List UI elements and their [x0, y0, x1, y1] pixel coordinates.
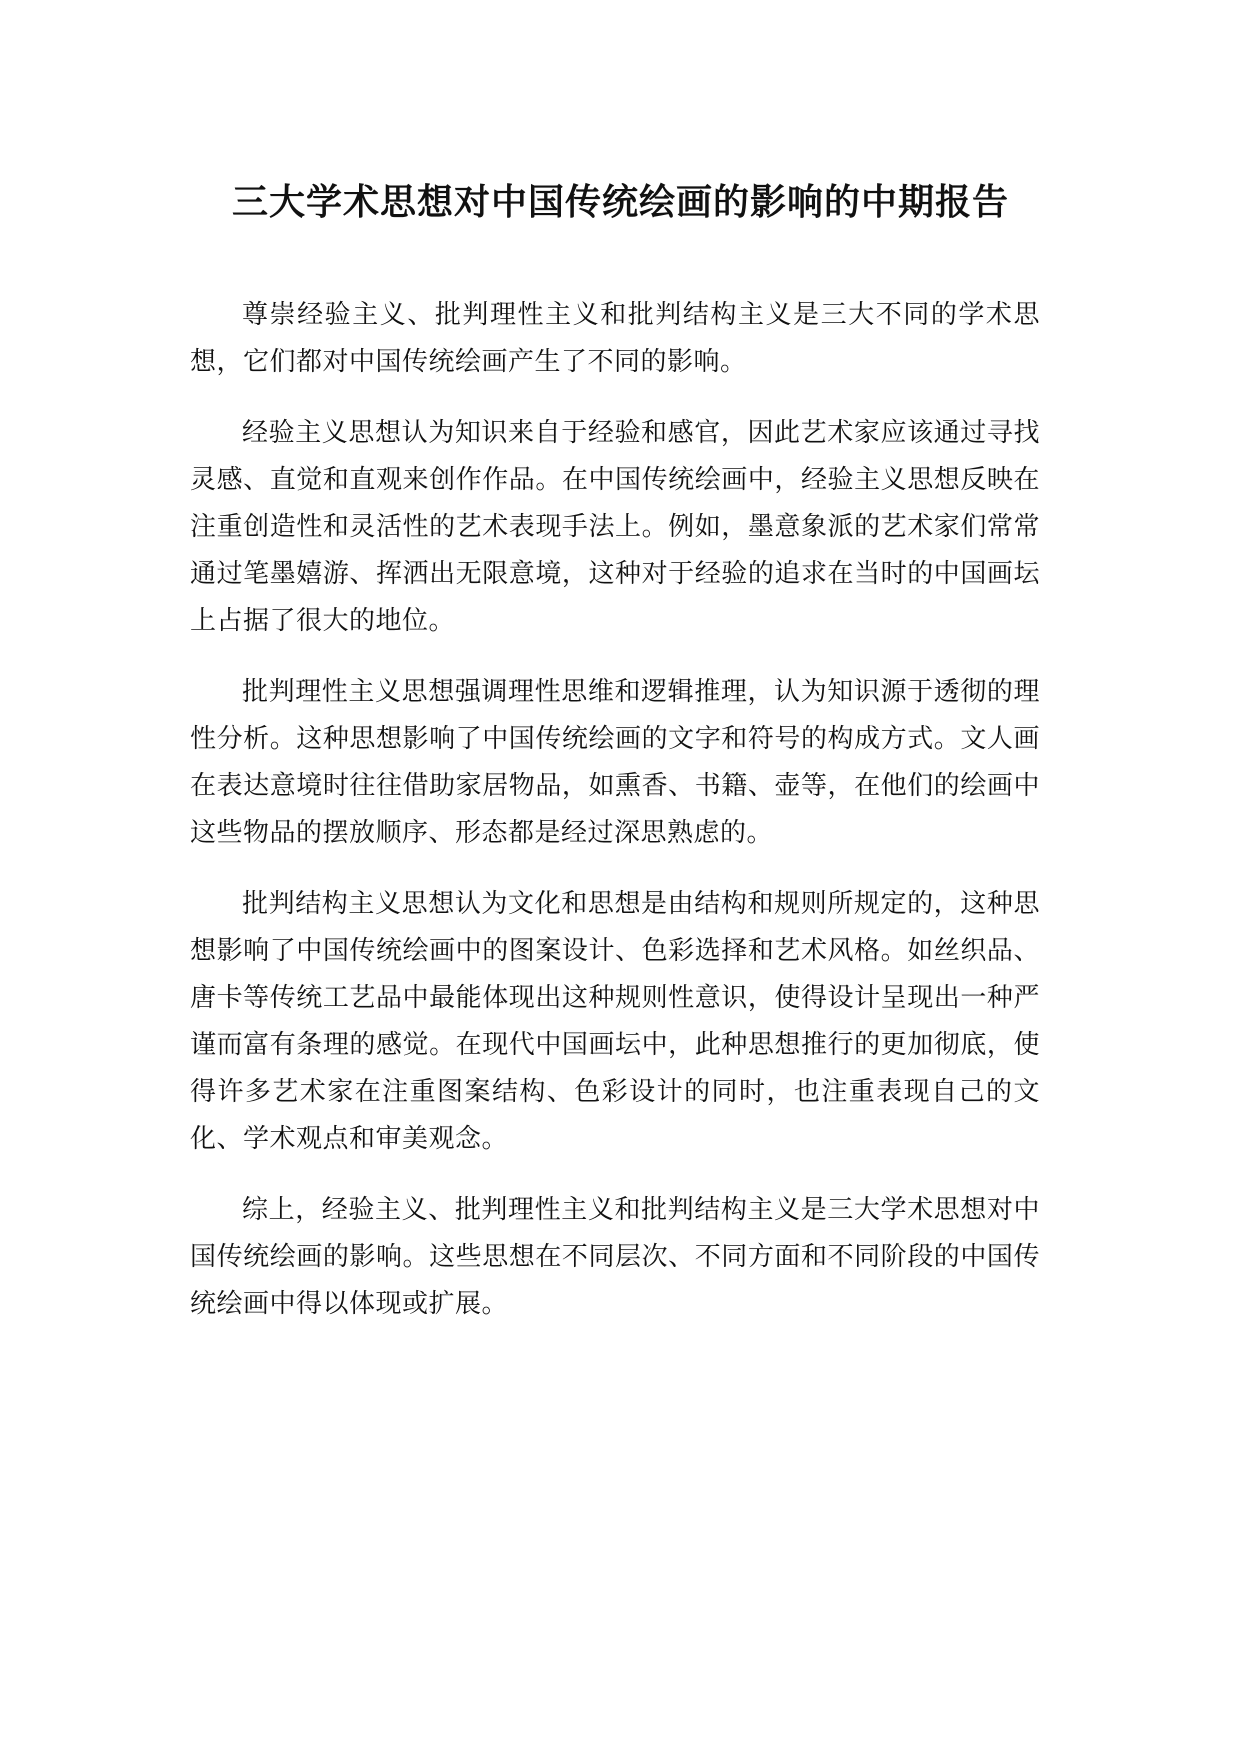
paragraph-empiricism: 经验主义思想认为知识来自于经验和感官，因此艺术家应该通过寻找灵感、直觉和直观来创作作品。在中国传统绘画中，经验主义思想反映在注重创造性和灵活性的艺术表现手法上。例如，墨意象派的艺术家们常常通过笔墨嬉游、挥洒出无限意境，这种对于经验的追求在当时的中国画坛上占据了很大的地位。: [190, 418, 1040, 636]
paragraph-conclusion: 综上，经验主义、批判理性主义和批判结构主义是三大学术思想对中国传统绘画的影响。这些思想在不同层次、不同方面和不同阶段的中国传统绘画中得以体现或扩展。: [190, 1195, 1040, 1319]
paragraph-critical-structuralism: 批判结构主义思想认为文化和思想是由结构和规则所规定的，这种思想影响了中国传统绘画中的图案设计、色彩选择和艺术风格。如丝织品、唐卡等传统工艺品中最能体现出这种规则性意识，使得设计呈现出一种严谨而富有条理的感觉。在现代中国画坛中，此种思想推行的更加彻底，使得许多艺术家在注重图案结构、色彩设计的同时，也注重表现自己的文化、学术观点和审美观念。: [190, 889, 1040, 1154]
paragraph-critical-rationalism: 批判理性主义思想强调理性思维和逻辑推理，认为知识源于透彻的理性分析。这种思想影响了中国传统绘画的文字和符号的构成方式。文人画在表达意境时往往借助家居物品，如熏香、书籍、壶等，在他们的绘画中这些物品的摆放顺序、形态都是经过深思熟虑的。: [190, 677, 1040, 848]
document-body: [190, 292, 1040, 1352]
document-title: 三大学术思想对中国传统绘画的影响的中期报告: [231, 182, 1009, 223]
paragraph-intro: 尊崇经验主义、批判理性主义和批判结构主义是三大不同的学术思想，它们都对中国传统绘画产生了不同的影响。: [190, 300, 1040, 377]
